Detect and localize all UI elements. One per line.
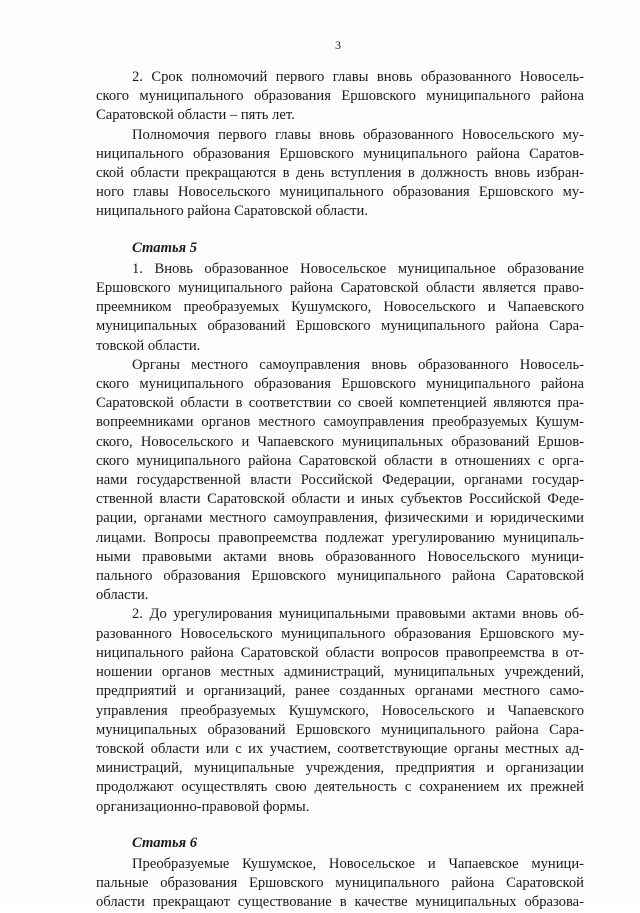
text-line: Ершовского муниципального района Саратовской области является право- [96, 280, 584, 297]
text-line: лицами. Вопросы правопреемства подлежат урегулированию муниципаль- [96, 529, 584, 546]
text-line: ношении органов местных администраций, муниципальных учреждений, [96, 664, 584, 681]
text-line: товской области. [96, 337, 201, 354]
text-line: министраций, муниципальные учреждения, предприятия и организации [96, 760, 584, 777]
text-line: области. [96, 587, 149, 604]
text-line: ного главы Новосельского муниципального образования Ершовского му- [96, 184, 584, 201]
text-line: Полномочия первого главы вновь образованного Новосельского му- [132, 126, 584, 143]
text-line: ниципального района Саратовской области вопросов правопреемства в от- [96, 644, 584, 661]
text-line: организационно-правовой формы. [96, 798, 310, 815]
text-line: ского муниципального района Саратовской области в отношениях с орга- [96, 452, 584, 469]
text-line: ского, Новосельского и Чапаевского муниципальных образований Ершов- [96, 433, 584, 450]
text-line: продолжают осуществлять свою деятельность с сохранением их прежней [96, 779, 584, 796]
text-line: пального образования Ершовского муниципального района Саратовской [96, 568, 584, 585]
text-line: рации, органами местного самоуправления, физическими и юридическими [96, 510, 584, 527]
text-line: Саратовской области – пять лет. [96, 107, 295, 124]
text-line: ниципального района Саратовской области. [96, 203, 368, 220]
text-line: муниципальных образований Ершовского муниципального района Сара- [96, 318, 584, 335]
text-line: нами государственной власти Российской Федерации, органами государ- [96, 472, 584, 489]
text-line: преемником преобразуемых Кушумского, Новосельского и Чапаевского [96, 299, 584, 316]
document-body [96, 68, 584, 913]
article-heading: Статья 6 [132, 834, 198, 851]
text-line: ского муниципального образования Ершовского муниципального района [96, 88, 584, 105]
text-line: области прекращают существование в качестве муниципальных образова- [96, 894, 584, 911]
text-line: управления преобразуемых Кушумского, Новосельского и Чапаевского [96, 702, 584, 719]
text-line: Саратовской области в соответствии со своей компетенцией являются пра- [96, 395, 584, 412]
text-line: 2. До урегулирования муниципальными правовыми актами вновь об- [132, 606, 584, 623]
text-line: вопреемниками органов местного самоуправления преобразуемых Кушум- [96, 414, 584, 431]
page-number: 3 [335, 38, 341, 52]
text-line: 1. Вновь образованное Новосельское муниципальное образование [132, 260, 584, 277]
text-line: ниципального образования Ершовского муниципального района Саратов- [96, 145, 584, 162]
text-line: ственной власти Саратовской области и иных субъектов Российской Феде- [96, 491, 584, 508]
article-heading: Статья 5 [132, 239, 198, 256]
text-line: ными правовыми актами вновь образованного Новосельского муници- [96, 548, 584, 565]
text-line: Органы местного самоуправления вновь образованного Новосель- [132, 356, 584, 373]
text-line: муниципальных образований Ершовского муниципального района Сара- [96, 721, 584, 738]
text-line: 2. Срок полномочий первого главы вновь образованного Новосель- [132, 69, 584, 85]
text-line: предприятий и организаций, ранее созданных органами местного само- [96, 683, 584, 700]
text-line: пальные образования Ершовского муниципального района Саратовской [96, 875, 584, 892]
text-line: Преобразуемые Кушумское, Новосельское и Чапаевское муници- [132, 855, 584, 872]
text-line: разованного Новосельского муниципального образования Ершовского му- [96, 625, 584, 642]
text-line: ского муниципального образования Ершовского муниципального района [96, 376, 584, 393]
text-line: товской области или с их участием, соответствующие органы местных ад- [96, 740, 584, 757]
text-line: ской области прекращаются в день вступления в должность вновь избран- [96, 165, 584, 182]
